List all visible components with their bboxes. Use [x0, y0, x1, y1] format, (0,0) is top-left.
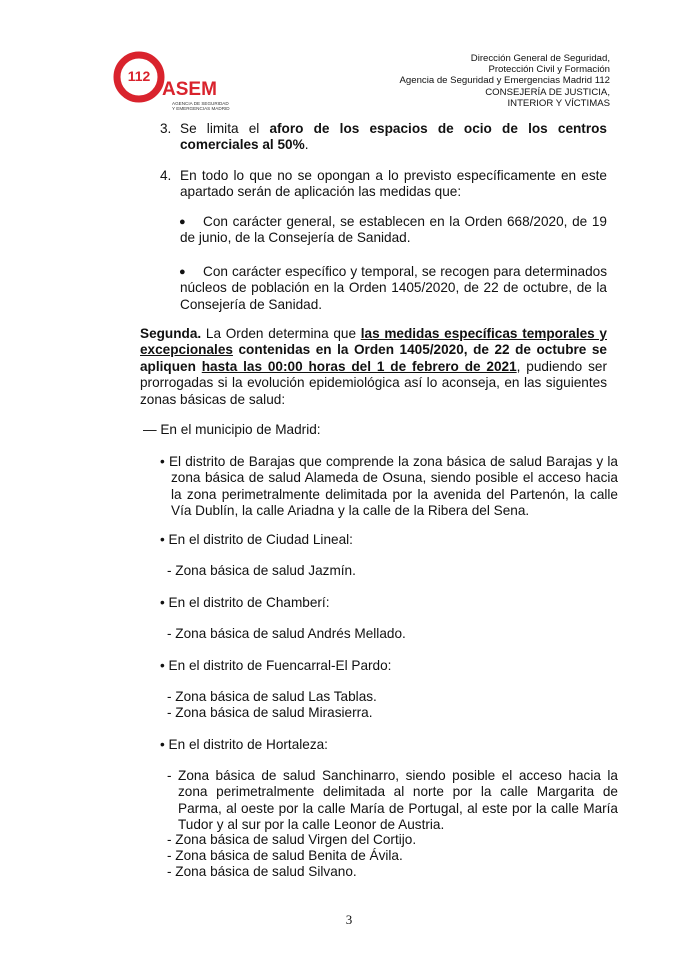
item-3-text	[180, 121, 607, 154]
segunda-underline-1: las medidas específicas temporales y excepcionales	[140, 326, 607, 358]
segunda-text: La Orden determina que	[201, 326, 361, 341]
agency-line: Agencia de Seguridad y Emergencias Madrid 112	[399, 75, 610, 87]
madrid-heading: — En el municipio de Madrid:	[143, 422, 321, 437]
logo-number: 112	[127, 68, 151, 84]
asem-112-logo	[112, 45, 240, 115]
item-4-bullet: Con carácter general, se establecen en la Orden 668/2020, de 19 de junio, de la Consejería de Sanidad.	[180, 214, 607, 246]
item-3-bold: aforo de los espacios de ocio de los centros comerciales al 50%	[180, 121, 607, 153]
segunda-paragraph	[140, 326, 607, 408]
zone-item: - Zona básica de salud Virgen del Cortijo.	[167, 832, 417, 847]
zone-item: - Zona básica de salud Silvano.	[167, 864, 357, 879]
segunda-bold: contenidas en la Orden 1405/2020, de 22 de octubre se apliquen	[140, 342, 607, 374]
logo-subtitle-2: Y EMERGENCIAS MADRID	[172, 106, 230, 111]
agency-line: INTERIOR Y VÍCTIMAS	[507, 97, 610, 109]
item-4-number: 4.	[160, 168, 172, 183]
item-3-pre: Se limita el	[180, 121, 270, 136]
item-4-bullet: Con carácter específico y temporal, se recogen para determinados núcleos de población en la Orden 1405/2020, de 22 de octubre, de la Consejería de Sanidad.	[180, 264, 607, 312]
logo-name: ASEM	[162, 79, 217, 100]
agency-line: Protección Civil y Formación	[488, 64, 610, 76]
district-chamberi: • En el distrito de Chamberí:	[160, 595, 330, 610]
zone-item: - Zona básica de salud Mirasierra.	[167, 705, 373, 720]
item-3-post: .	[304, 137, 309, 153]
bullet-icon: ●	[179, 266, 186, 278]
agency-header	[360, 53, 610, 109]
segunda-label: Segunda.	[140, 326, 202, 341]
district-fuencarral: • En el distrito de Fuencarral-El Pardo:	[160, 658, 392, 673]
logo-subtitle-1: AGENCIA DE SEGURIDAD	[172, 101, 229, 106]
zone-item: - Zona básica de salud Andrés Mellado.	[167, 626, 406, 641]
zone-sanchinarro: - Zona básica de salud Sanchinarro, siendo posible el acceso hacia la zona perimetralmente delimitada al norte por la calle Margarita de Parma, al oeste por la calle María de Portugal, al este por la calle María Tudor y al sur por la calle Leonor de Austria.	[167, 768, 618, 833]
zone-item: - Zona básica de salud Las Tablas.	[167, 689, 377, 704]
barajas-item: • El distrito de Barajas que comprende la zona básica de salud Barajas y la zona básica de salud Alameda de Osuna, siendo posible el acceso hacia la zona perimetralmente delimitada por la avenida del Partenón, la calle Vía Dublín, la calle Ariadna y la calle de la Ribera del Sena.	[160, 454, 618, 519]
bullet-icon: ●	[179, 216, 186, 228]
district-ciudad-lineal: • En el distrito de Ciudad Lineal:	[160, 532, 353, 547]
page-number: 3	[345, 912, 353, 927]
zone-item: - Zona básica de salud Jazmín.	[167, 563, 356, 578]
segunda-text-end: , pudiendo ser prorrogadas si la evolución epidemiológica así lo aconseja, en las siguientes zonas básicas de salud:	[140, 358, 607, 407]
item-3-number: 3.	[160, 121, 172, 136]
segunda-underline-2: hasta las 00:00 horas del 1 de febrero de 2021	[201, 358, 517, 374]
item-4-text: En todo lo que no se opongan a lo previsto específicamente en este apartado serán de aplicación las medidas que:	[180, 168, 607, 200]
agency-line: Dirección General de Seguridad,	[470, 53, 610, 64]
agency-line: CONSEJERÍA DE JUSTICIA,	[485, 86, 610, 98]
zone-item: - Zona básica de salud Benita de Ávila.	[167, 848, 403, 863]
district-hortaleza: • En el distrito de Hortaleza:	[160, 737, 328, 752]
